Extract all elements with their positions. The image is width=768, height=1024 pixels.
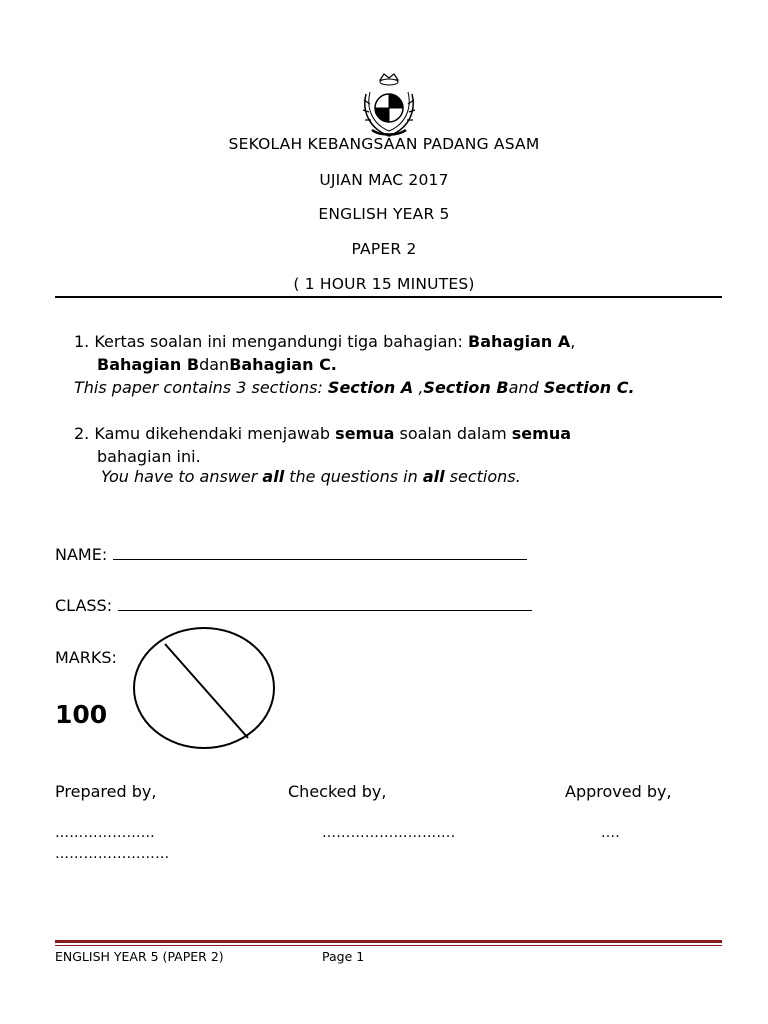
instruction-2-malay	[74, 424, 571, 443]
approved-by-signature-line: ….	[601, 825, 621, 841]
instruction-text: Kamu dikehendaki menjawab	[94, 424, 336, 443]
instruction-1-english	[74, 378, 635, 397]
class-label: CLASS:	[55, 596, 113, 615]
marks-circle[interactable]	[130, 626, 280, 756]
section-c-english: Section C.	[543, 378, 635, 397]
instruction-number: 2.	[74, 424, 90, 443]
instruction-text: This paper contains 3 sections:	[74, 378, 328, 397]
instruction-2-malay-line2: bahagian ini.	[97, 447, 201, 466]
instruction-text: the questions in	[284, 467, 423, 486]
school-name: SEKOLAH KEBANGSAAN PADANG ASAM	[228, 135, 540, 153]
footer-rule-thin	[55, 945, 722, 946]
exam-title: UJIAN MAC 2017	[319, 171, 449, 189]
name-blank-line[interactable]	[113, 545, 527, 560]
checked-by-label: Checked by,	[288, 782, 387, 801]
instruction-number: 1.	[74, 332, 90, 351]
footer-rule-thick	[55, 940, 722, 943]
conjunction: dan	[199, 355, 230, 374]
marks-label: MARKS:	[55, 648, 117, 667]
approved-by-signature-line-continued: ……………………	[55, 846, 170, 862]
conjunction: and	[508, 378, 544, 397]
prepared-by-label: Prepared by,	[55, 782, 157, 801]
instruction-text: soalan dalam	[394, 424, 512, 443]
emphasis-semua: semua	[511, 424, 572, 443]
marks-total: 100	[55, 700, 108, 729]
paper-title: PAPER 2	[351, 240, 417, 258]
name-field	[55, 545, 527, 564]
instruction-text: You have to answer	[101, 467, 263, 486]
instruction-text: Kertas soalan ini mengandungi tiga bahagian:	[94, 332, 468, 351]
instruction-2-english	[101, 467, 521, 486]
section-b-english: Section B	[423, 378, 509, 397]
instruction-1-malay	[74, 332, 575, 351]
emphasis-semua: semua	[335, 424, 395, 443]
subject-title: ENGLISH YEAR 5	[318, 205, 450, 223]
section-b-malay: Bahagian B	[97, 355, 200, 374]
comma: ,	[413, 378, 424, 397]
class-field	[55, 596, 532, 615]
emphasis-all: all	[262, 467, 285, 486]
comma: ,	[570, 332, 576, 351]
section-a-english: Section A	[327, 378, 414, 397]
duration: ( 1 HOUR 15 MINUTES)	[293, 275, 475, 293]
class-blank-line[interactable]	[118, 596, 532, 611]
instruction-text: sections.	[444, 467, 521, 486]
approved-by-label: Approved by,	[565, 782, 672, 801]
section-a-malay: Bahagian A	[468, 332, 571, 351]
section-c-malay: Bahagian C.	[229, 355, 337, 374]
school-crest-logo	[358, 70, 420, 140]
checked-by-signature-line: ……………………….	[322, 825, 456, 841]
header-divider	[55, 296, 722, 298]
footer-title: ENGLISH YEAR 5 (PAPER 2)	[55, 949, 224, 964]
emphasis-all: all	[422, 467, 445, 486]
prepared-by-signature-line: …………………	[55, 825, 156, 841]
name-label: NAME:	[55, 545, 108, 564]
instruction-1-malay-line2	[97, 355, 337, 374]
footer-page-number: Page 1	[322, 949, 365, 964]
